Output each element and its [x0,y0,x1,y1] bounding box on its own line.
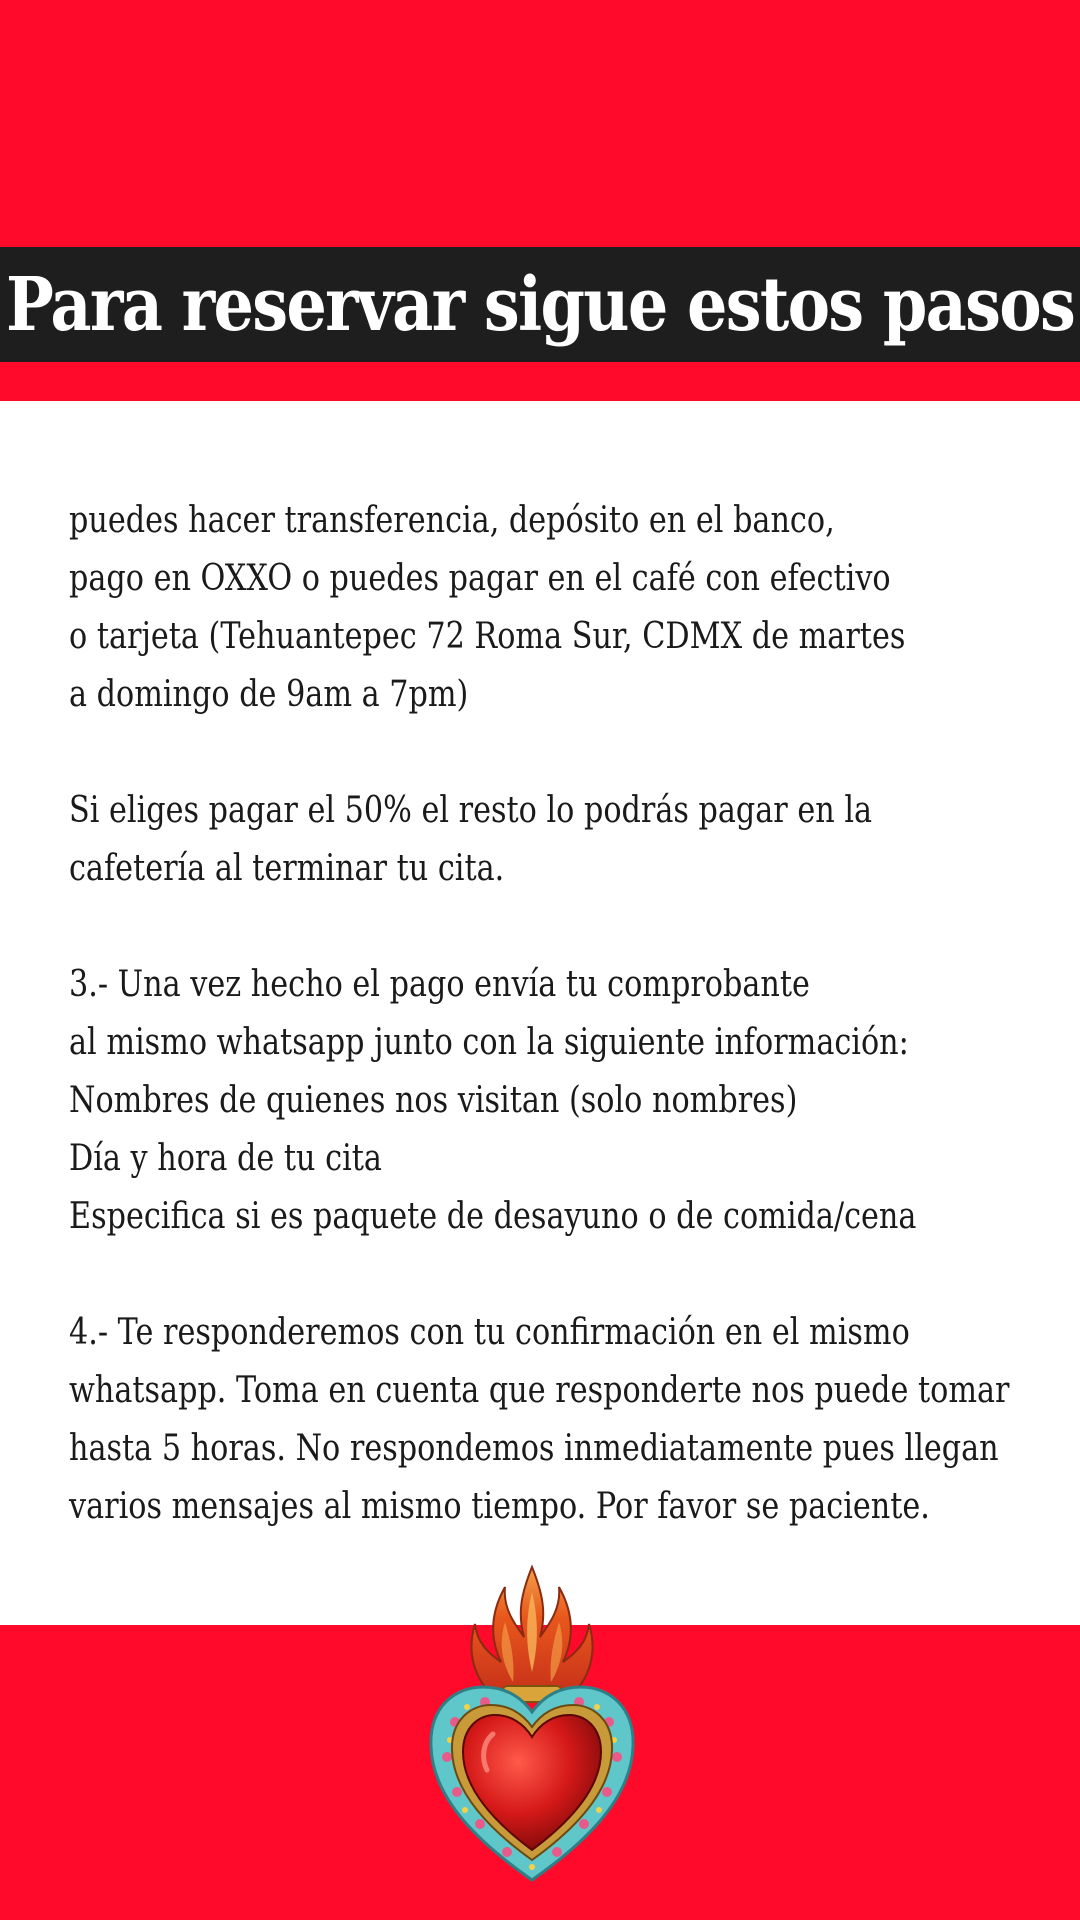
flame-shape [471,1567,592,1692]
text-line: al mismo whatsapp junto con la siguiente información: [69,1022,909,1063]
text-line: hasta 5 horas. No respondemos inmediatamente pues llegan [69,1428,999,1469]
instructions-text [69,492,1029,1594]
step-3-paragraph [69,956,1029,1246]
text-line: pago en OXXO o puedes pagar en el café con efectivo [69,558,891,599]
text-line: puedes hacer transferencia, depósito en el banco, [69,500,835,541]
text-line: 4.- Te responderemos con tu confirmación en el mismo [69,1312,910,1353]
title-bar [0,247,1080,362]
page-title: Para reservar sigue estos pasos [5,261,1075,348]
text-line: a domingo de 9am a 7pm) [69,674,469,715]
payment-methods-paragraph [69,492,1029,724]
text-line: Nombres de quienes nos visitan (solo nombres) [69,1080,798,1121]
text-line: Si eliges pagar el 50% el resto lo podrás pagar en la [69,790,873,831]
sacred-heart-icon [425,1562,640,1887]
partial-payment-paragraph [69,782,1029,898]
text-line: 3.- Una vez hecho el pago envía tu comprobante [69,964,810,1005]
text-line: whatsapp. Toma en cuenta que responderte nos puede tomar [69,1370,1010,1411]
text-line: o tarjeta (Tehuantepec 72 Roma Sur, CDMX de martes [69,616,906,657]
step-4-paragraph [69,1304,1029,1536]
text-line: varios mensajes al mismo tiempo. Por favor se paciente. [69,1486,930,1527]
text-line: cafetería al terminar tu cita. [69,848,505,889]
text-line: Día y hora de tu cita [69,1138,382,1179]
text-line: Especifica si es paquete de desayuno o de comida/cena [69,1196,917,1237]
